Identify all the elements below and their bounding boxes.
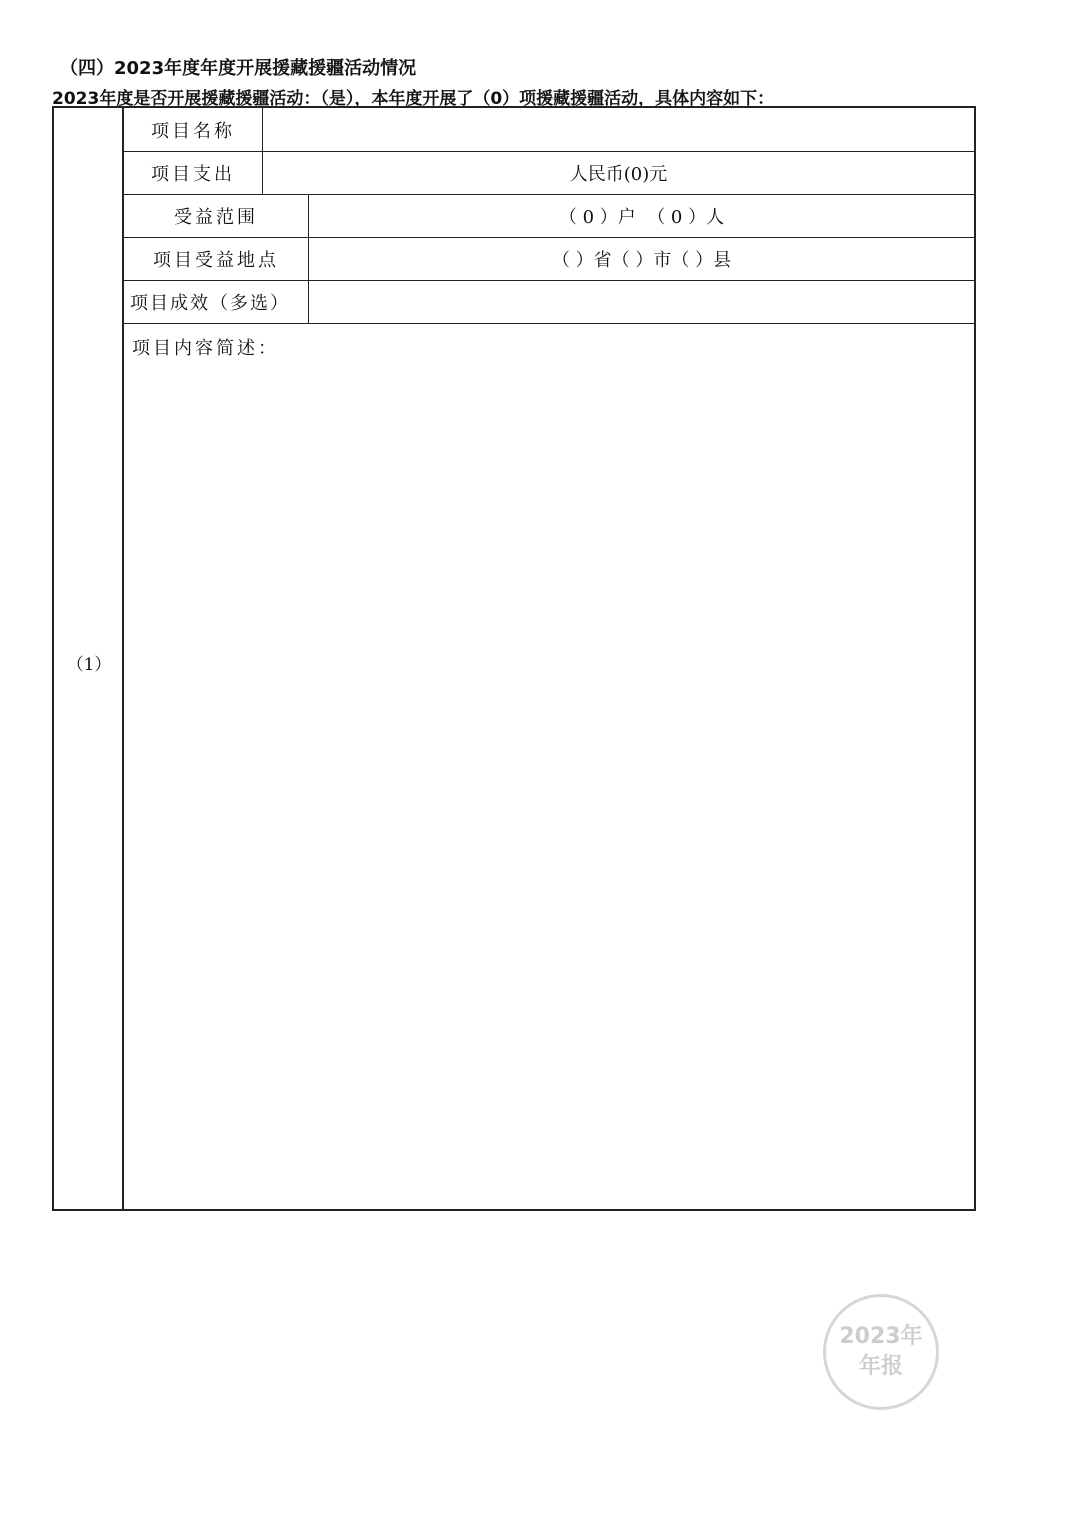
- project-expense-label: 项目支出: [124, 152, 263, 194]
- project-index-cell: [54, 108, 124, 1209]
- summary-text: 2023年度是否开展援藏援疆活动：（是），本年度开展了（0）项援藏援疆活动，具体内容如下：: [52, 89, 775, 109]
- description-label: 项目内容简述：: [132, 338, 279, 359]
- section-title: （四）2023年度年度开展援藏援疆活动情况: [60, 58, 417, 79]
- row-project-name: [124, 108, 974, 152]
- beneficiary-location-label: 项目受益地点: [124, 238, 309, 280]
- project-results-label: 项目成效（多选）: [124, 281, 309, 323]
- beneficiary-scope-label: 受益范围: [124, 195, 309, 237]
- beneficiary-location-value: （ ）省（ ）市（ ）县: [551, 250, 732, 271]
- annual-report-stamp: [823, 1294, 939, 1410]
- stamp-line-report: 年报: [858, 1354, 903, 1379]
- row-project-results: [124, 281, 974, 324]
- project-expense-value: 人民币(0)元: [569, 164, 668, 185]
- beneficiary-scope-value: （ 0 ）户 （ 0 ）人: [558, 207, 725, 228]
- row-beneficiary-location: [124, 238, 974, 281]
- row-project-expense: [124, 152, 974, 195]
- project-table: [52, 106, 976, 1211]
- project-results-value: [309, 281, 974, 323]
- row-beneficiary-scope: [124, 195, 974, 238]
- project-name-label: 项目名称: [124, 108, 263, 151]
- project-name-value: [263, 108, 974, 151]
- project-index: （1）: [66, 655, 112, 675]
- stamp-line-year: 2023年: [839, 1324, 923, 1349]
